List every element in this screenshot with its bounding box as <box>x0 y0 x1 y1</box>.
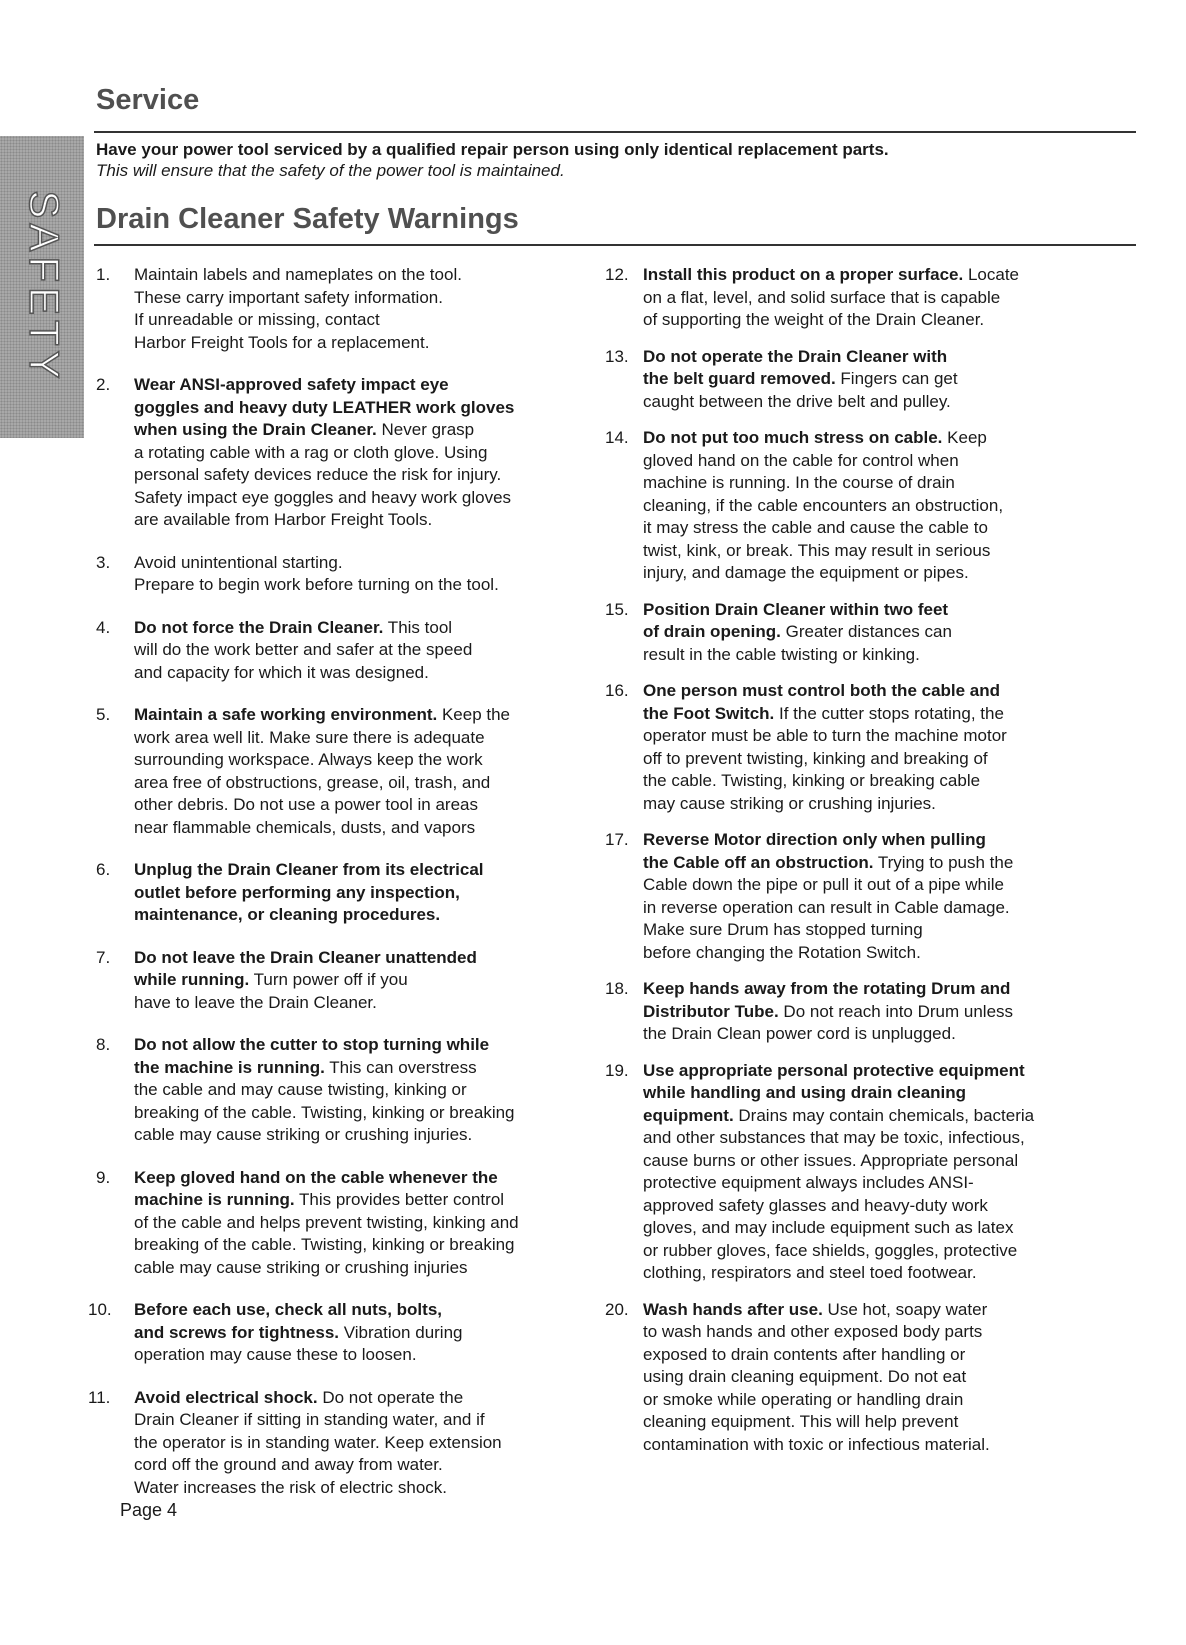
warning-item-6 <box>96 859 596 927</box>
warning-text: Keep hands away from the rotating Drum and Distributor Tube. Do not reach into Drum unless the Drain Clean power cord is unplugged. <box>643 979 1014 1043</box>
warning-text: Do not force the Drain Cleaner. This tool will do the work better and safer at the speed and capacity for which it was designed. <box>134 617 473 682</box>
warning-lead: the machine is running. <box>134 1057 325 1077</box>
warning-lead: while running. <box>134 970 250 989</box>
warning-lead: when using the Drain Cleaner. <box>134 420 377 439</box>
warning-item-18 <box>605 978 1145 1046</box>
warning-text: Do not allow the cutter to stop turning while the machine is running. This can overstress the cable and may cause twisting, kinking or breaking of the cable. Twisting, kinking or breaking cable may cause striking or crushing injuries. <box>134 1035 515 1144</box>
warnings-divider <box>94 244 1136 246</box>
warning-text: Do not leave the Drain Cleaner unattended while running. Turn power off if you have to leave the Drain Cleaner. <box>134 947 477 1012</box>
warning-lead: outlet before performing any inspection, <box>134 882 460 902</box>
warning-number: 9. <box>96 1167 111 1187</box>
warnings-heading: Drain Cleaner Safety Warnings <box>96 203 519 235</box>
warning-number: 10. <box>88 1300 112 1319</box>
warning-lead: Reverse Motor direction only when pulling <box>643 830 986 849</box>
warning-lead: Position Drain Cleaner within two feet <box>643 599 949 619</box>
warning-text: Do not put too much stress on cable. Keep gloved hand on the cable for control when machine is running. In the course of drain cleaning, if the cable encounters an obstruction, it may stress the cable and cause the cable to twist, kink, or break. This may result in serious injury, and damage the equipment or pipes. <box>643 428 1004 582</box>
warning-text: Keep gloved hand on the cable whenever the machine is running. This provides better control of the cable and helps prevent twisting, kinking and breaking of the cable. Twisting, kinking or breaking cable may cause striking or crushing injuries <box>134 1167 519 1277</box>
warning-number: 16. <box>605 681 629 700</box>
warning-number: 2. <box>96 375 111 394</box>
service-instruction: Have your power tool serviced by a qualified repair person using only identical replacement parts. <box>96 140 889 159</box>
warning-lead: Install this product on a proper surface. <box>643 265 964 284</box>
warning-item-11 <box>88 1387 596 1500</box>
warning-item-17 <box>605 829 1145 964</box>
warning-lead: of drain opening. <box>643 622 781 641</box>
warning-text: Do not operate the Drain Cleaner with the belt guard removed. Fingers can get caught between the drive belt and pulley. <box>643 346 958 411</box>
warning-lead: One person must control both the cable and <box>643 681 1001 700</box>
warning-item-19 <box>605 1060 1145 1285</box>
warning-lead: Distributor Tube. <box>643 1001 779 1021</box>
warning-lead: equipment. <box>643 1105 734 1125</box>
warning-item-5 <box>96 704 596 839</box>
warning-number: 5. <box>96 705 111 724</box>
warning-number: 3. <box>96 552 111 572</box>
warning-item-9 <box>96 1167 596 1280</box>
warning-lead: Use appropriate personal protective equipment <box>643 1060 1025 1080</box>
warning-number: 11. <box>88 1387 111 1407</box>
warning-text: Maintain a safe working environment. Keep the work area well lit. Make sure there is adequate surrounding workspace. Always keep the work area free of obstructions, grease, oil, trash, and other debris. Do not use a power tool in areas near flammable chemicals, dusts, and vapors <box>134 705 511 837</box>
warning-lead: Unplug the Drain Cleaner from its electrical <box>134 860 484 879</box>
service-heading: Service <box>96 84 200 116</box>
warning-text: Avoid unintentional starting. Prepare to begin work before turning on the tool. <box>134 552 499 594</box>
warning-number: 7. <box>96 947 111 967</box>
warnings-column-right <box>605 264 1145 1470</box>
warning-lead: Wear ANSI-approved safety impact eye <box>134 375 449 394</box>
warning-item-7 <box>96 947 596 1015</box>
warning-number: 13. <box>605 346 629 366</box>
warning-number: 17. <box>605 830 629 849</box>
warning-number: 15. <box>605 599 629 619</box>
warning-item-15 <box>605 599 1145 667</box>
warning-lead: the Foot Switch. <box>643 703 775 723</box>
warning-number: 1. <box>96 265 111 284</box>
warning-lead: Maintain a safe working environment. <box>134 705 438 724</box>
warning-lead: and screws for tightness. <box>134 1322 339 1342</box>
warning-item-16 <box>605 680 1145 815</box>
warning-item-2 <box>96 374 596 532</box>
warning-lead: Keep gloved hand on the cable whenever the <box>134 1167 498 1187</box>
page-number: Page 4 <box>120 1500 178 1520</box>
warning-number: 8. <box>96 1035 111 1054</box>
warning-item-14 <box>605 427 1145 585</box>
warning-lead: the Cable off an obstruction. <box>643 852 874 872</box>
warning-lead: while handling and using drain cleaning <box>643 1083 967 1102</box>
warning-number: 12. <box>605 265 629 284</box>
warning-text: Use appropriate personal protective equipment while handling and using drain cleaning equipment. Drains may contain chemicals, bacteria and other substances that may be toxic, infectious, cause burns or other issues. Appropriate personal protective equipment always includes ANSI- approved safety glasses and heavy-duty work gloves, and may include equipment such as latex or rubber gloves, face shields, goggles, protective clothing, respirators and steel toed footwear. <box>643 1060 1035 1282</box>
warning-text: One person must control both the cable and the Foot Switch. If the cutter stops rotating, the operator must be able to turn the machine motor off to prevent twisting, kinking and breaking of the cable. Twisting, kinking or breaking cable may cause striking or crushing injuries. <box>643 681 1007 813</box>
safety-side-tab-label: SAFETY <box>21 190 68 384</box>
warning-item-10 <box>88 1299 596 1367</box>
warning-item-8 <box>96 1034 596 1147</box>
warning-lead: goggles and heavy duty LEATHER work gloves <box>134 397 515 417</box>
warning-item-3 <box>96 552 596 597</box>
warning-lead: Do not put too much stress on cable. <box>643 428 943 447</box>
warning-text: Position Drain Cleaner within two feet of drain opening. Greater distances can result in the cable twisting or kinking. <box>643 599 952 664</box>
warning-number: 20. <box>605 1299 629 1319</box>
warning-lead: Do not leave the Drain Cleaner unattended <box>134 947 477 967</box>
warning-item-12 <box>605 264 1145 332</box>
warning-lead: Do not force the Drain Cleaner. <box>134 617 384 637</box>
warning-lead: Do not operate the Drain Cleaner with <box>643 346 948 366</box>
warning-text: Maintain labels and nameplates on the tool. These carry important safety information. If unreadable or missing, contact Harbor Freight Tools for a replacement. <box>134 265 462 352</box>
warning-text: Install this product on a proper surface. Locate on a flat, level, and solid surface that is capable of supporting the weight of the Drain Cleaner. <box>643 265 1019 329</box>
warning-text: Wash hands after use. Use hot, soapy water to wash hands and other exposed body parts exposed to drain contents after handling or using drain cleaning equipment. Do not eat or smoke while operating or handling drain cleaning equipment. This will help prevent contamination with toxic or infectious material. <box>643 1299 990 1454</box>
warning-lead: Do not allow the cutter to stop turning while <box>134 1035 490 1054</box>
warning-item-4 <box>96 617 596 685</box>
warning-item-20 <box>605 1299 1145 1457</box>
warning-number: 14. <box>605 428 629 447</box>
warning-lead: Avoid electrical shock. <box>134 1387 318 1407</box>
warning-text <box>134 859 596 927</box>
warning-lead: the belt guard removed. <box>643 369 836 388</box>
warning-number: 6. <box>96 860 111 879</box>
warning-text: Reverse Motor direction only when pulling the Cable off an obstruction. Trying to push the Cable down the pipe or pull it out of a pipe while in reverse operation can result in Cable damage. Make sure Drum has stopped turning before changing the Rotation Switch. <box>643 830 1014 962</box>
warning-lead: machine is running. <box>134 1190 295 1209</box>
warning-lead: Before each use, check all nuts, bolts, <box>134 1300 442 1319</box>
service-divider <box>94 131 1136 133</box>
warning-item-13 <box>605 346 1145 414</box>
warning-number: 19. <box>605 1060 629 1080</box>
warning-text: Before each use, check all nuts, bolts, and screws for tightness. Vibration during operation may cause these to loosen. <box>134 1300 463 1364</box>
warning-number: 4. <box>96 617 111 637</box>
service-note: This will ensure that the safety of the power tool is maintained. <box>96 161 565 180</box>
warning-item-1 <box>96 264 596 354</box>
warnings-column-left <box>88 264 596 1499</box>
warning-lead: Keep hands away from the rotating Drum and <box>643 979 1011 998</box>
warning-number: 18. <box>605 979 629 998</box>
warning-text: Avoid electrical shock. Do not operate the Drain Cleaner if sitting in standing water, and if the operator is in standing water. Keep extension cord off the ground and away from water. Water increases the risk of electric shock. <box>134 1387 502 1497</box>
warning-lead: maintenance, or cleaning procedures. <box>134 905 441 924</box>
warning-text: Wear ANSI-approved safety impact eye goggles and heavy duty LEATHER work gloves when using the Drain Cleaner. Never grasp a rotating cable with a rag or cloth glove. Using personal safety devices reduce the risk for injury. Safety impact eye goggles and heavy work gloves are available from Harbor Freight Tools. <box>134 375 515 529</box>
warning-lead: Wash hands after use. <box>643 1299 823 1319</box>
